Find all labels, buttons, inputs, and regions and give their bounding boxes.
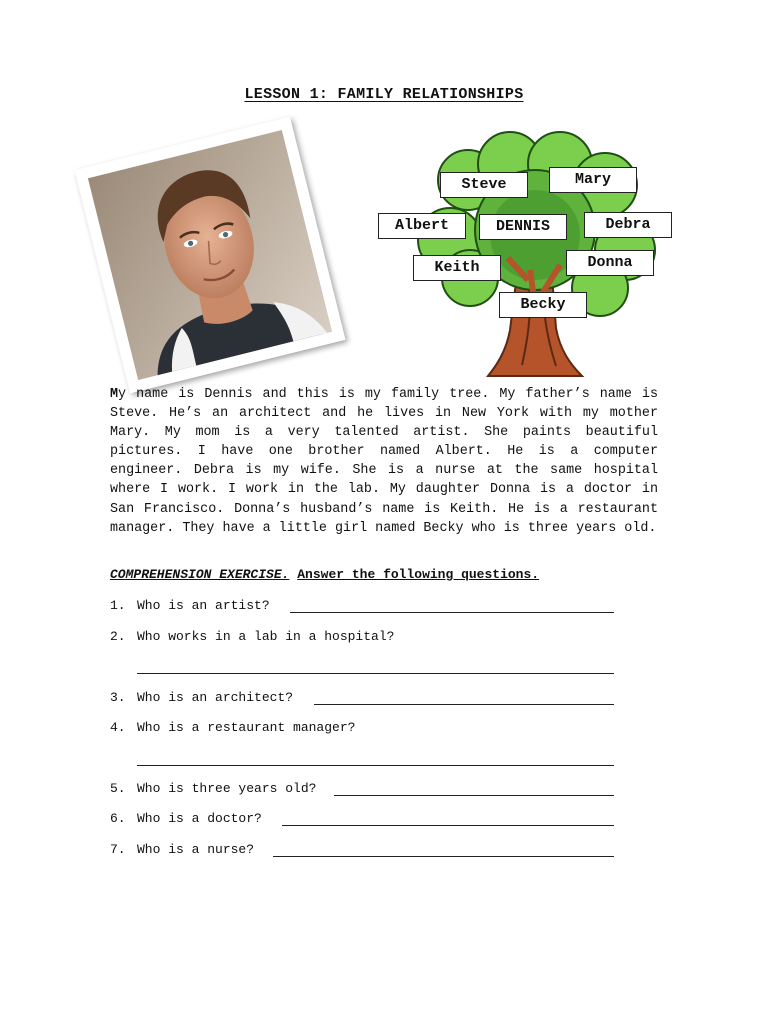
- answer-line-3[interactable]: [314, 704, 614, 705]
- exercise-title: COMPREHENSION EXERCISE.: [110, 567, 290, 582]
- question-text: Who is a restaurant manager?: [137, 720, 356, 735]
- exercise-heading: [110, 567, 658, 582]
- answer-line-5[interactable]: [334, 795, 614, 796]
- tree-label-debra: Debra: [584, 212, 672, 238]
- question-5: [110, 781, 316, 796]
- question-number: 6.: [110, 811, 126, 826]
- question-text: Who is three years old?: [137, 781, 317, 796]
- tree-label-albert: Albert: [378, 213, 466, 239]
- question-4: [110, 720, 355, 735]
- answer-line-6[interactable]: [282, 825, 614, 826]
- question-2: [110, 629, 394, 644]
- tree-label-steve: Steve: [440, 172, 528, 198]
- question-3: [110, 690, 293, 705]
- tree-label-mary: Mary: [549, 167, 637, 193]
- lesson-title: LESSON 1: FAMILY RELATIONSHIPS: [244, 86, 524, 103]
- question-text: Who is a doctor?: [137, 811, 262, 826]
- question-1: [110, 598, 270, 613]
- portrait-photo: [74, 117, 345, 394]
- question-text: Who is an artist?: [137, 598, 270, 613]
- tree-label-donna: Donna: [566, 250, 654, 276]
- tree-label-becky: Becky: [499, 292, 587, 318]
- man-portrait-image: [88, 130, 332, 380]
- answer-line-4[interactable]: [137, 765, 614, 766]
- story-text: y name is Dennis and this is my family tree. My father’s name is Steve. He’s an architect and he lives in New York with my mother Mary. My mom is a very talented artist. She paints beautiful pictures. I have one brother named Albert. He is a computer engineer. Debra is my wife. She is a nurse at the same hospital where I work. I work in the lab. My daughter Donna is a doctor in San Francisco. Donna’s husband’s name is Keith. He is a restaurant manager. They have a little girl named Becky who is three years old.: [110, 387, 658, 536]
- answer-line-7[interactable]: [273, 856, 614, 857]
- story-first-letter: M: [110, 387, 119, 402]
- question-text: Who works in a lab in a hospital?: [137, 629, 395, 644]
- question-7: [110, 842, 254, 857]
- tree-label-dennis: DENNIS: [479, 214, 567, 240]
- question-text: Who is an architect?: [137, 690, 294, 705]
- question-6: [110, 811, 262, 826]
- question-number: 3.: [110, 690, 126, 705]
- answer-line-1[interactable]: [290, 612, 614, 613]
- question-number: 1.: [110, 598, 126, 613]
- question-number: 2.: [110, 629, 126, 644]
- tree-label-keith: Keith: [413, 255, 501, 281]
- question-number: 4.: [110, 720, 126, 735]
- question-number: 5.: [110, 781, 126, 796]
- story-paragraph: [110, 385, 658, 538]
- question-text: Who is a nurse?: [137, 842, 255, 857]
- exercise-instruction: Answer the following questions.: [297, 567, 540, 582]
- question-number: 7.: [110, 842, 126, 857]
- answer-line-2[interactable]: [137, 673, 614, 674]
